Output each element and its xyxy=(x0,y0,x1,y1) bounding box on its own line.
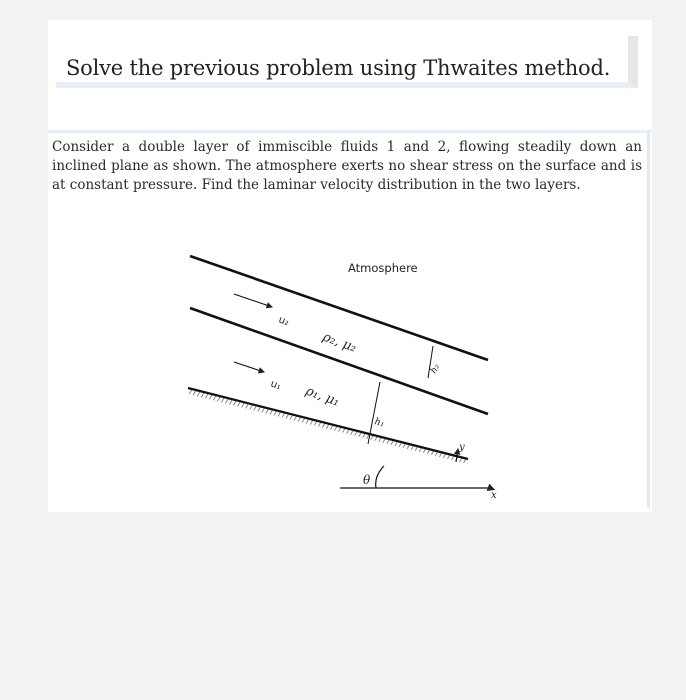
question-card xyxy=(48,20,652,94)
question-title: Solve the previous problem using Thwaites method. xyxy=(66,56,611,80)
fluid2-label: ρ₂, μ₂ xyxy=(320,329,359,356)
y-axis-label: y xyxy=(459,442,465,453)
h1-label: h₁ xyxy=(373,416,386,430)
u1-label: u₁ xyxy=(268,378,283,393)
atmosphere-label: Atmosphere xyxy=(348,261,418,275)
u2-label: u₂ xyxy=(276,314,291,329)
fluid1-label: ρ₁, μ₁ xyxy=(303,383,342,410)
inclined-plane-figure xyxy=(48,94,652,512)
problem-card xyxy=(48,94,652,512)
h2-label: h₂ xyxy=(428,362,443,376)
title-box xyxy=(56,36,638,88)
u2-arrow xyxy=(234,294,272,307)
u1-arrow xyxy=(234,362,264,372)
x-axis-label: x xyxy=(491,490,497,501)
theta-label: θ xyxy=(363,473,371,487)
problem-statement: Consider a double layer of immiscible fluids 1 and 2, flowing steadily down an inclined plane as shown. The atmosphere exerts no shear stress on the surface and is at constant pressure. Find the laminar velocity distribution in the two layers. xyxy=(52,139,642,193)
theta-arc xyxy=(376,466,384,488)
